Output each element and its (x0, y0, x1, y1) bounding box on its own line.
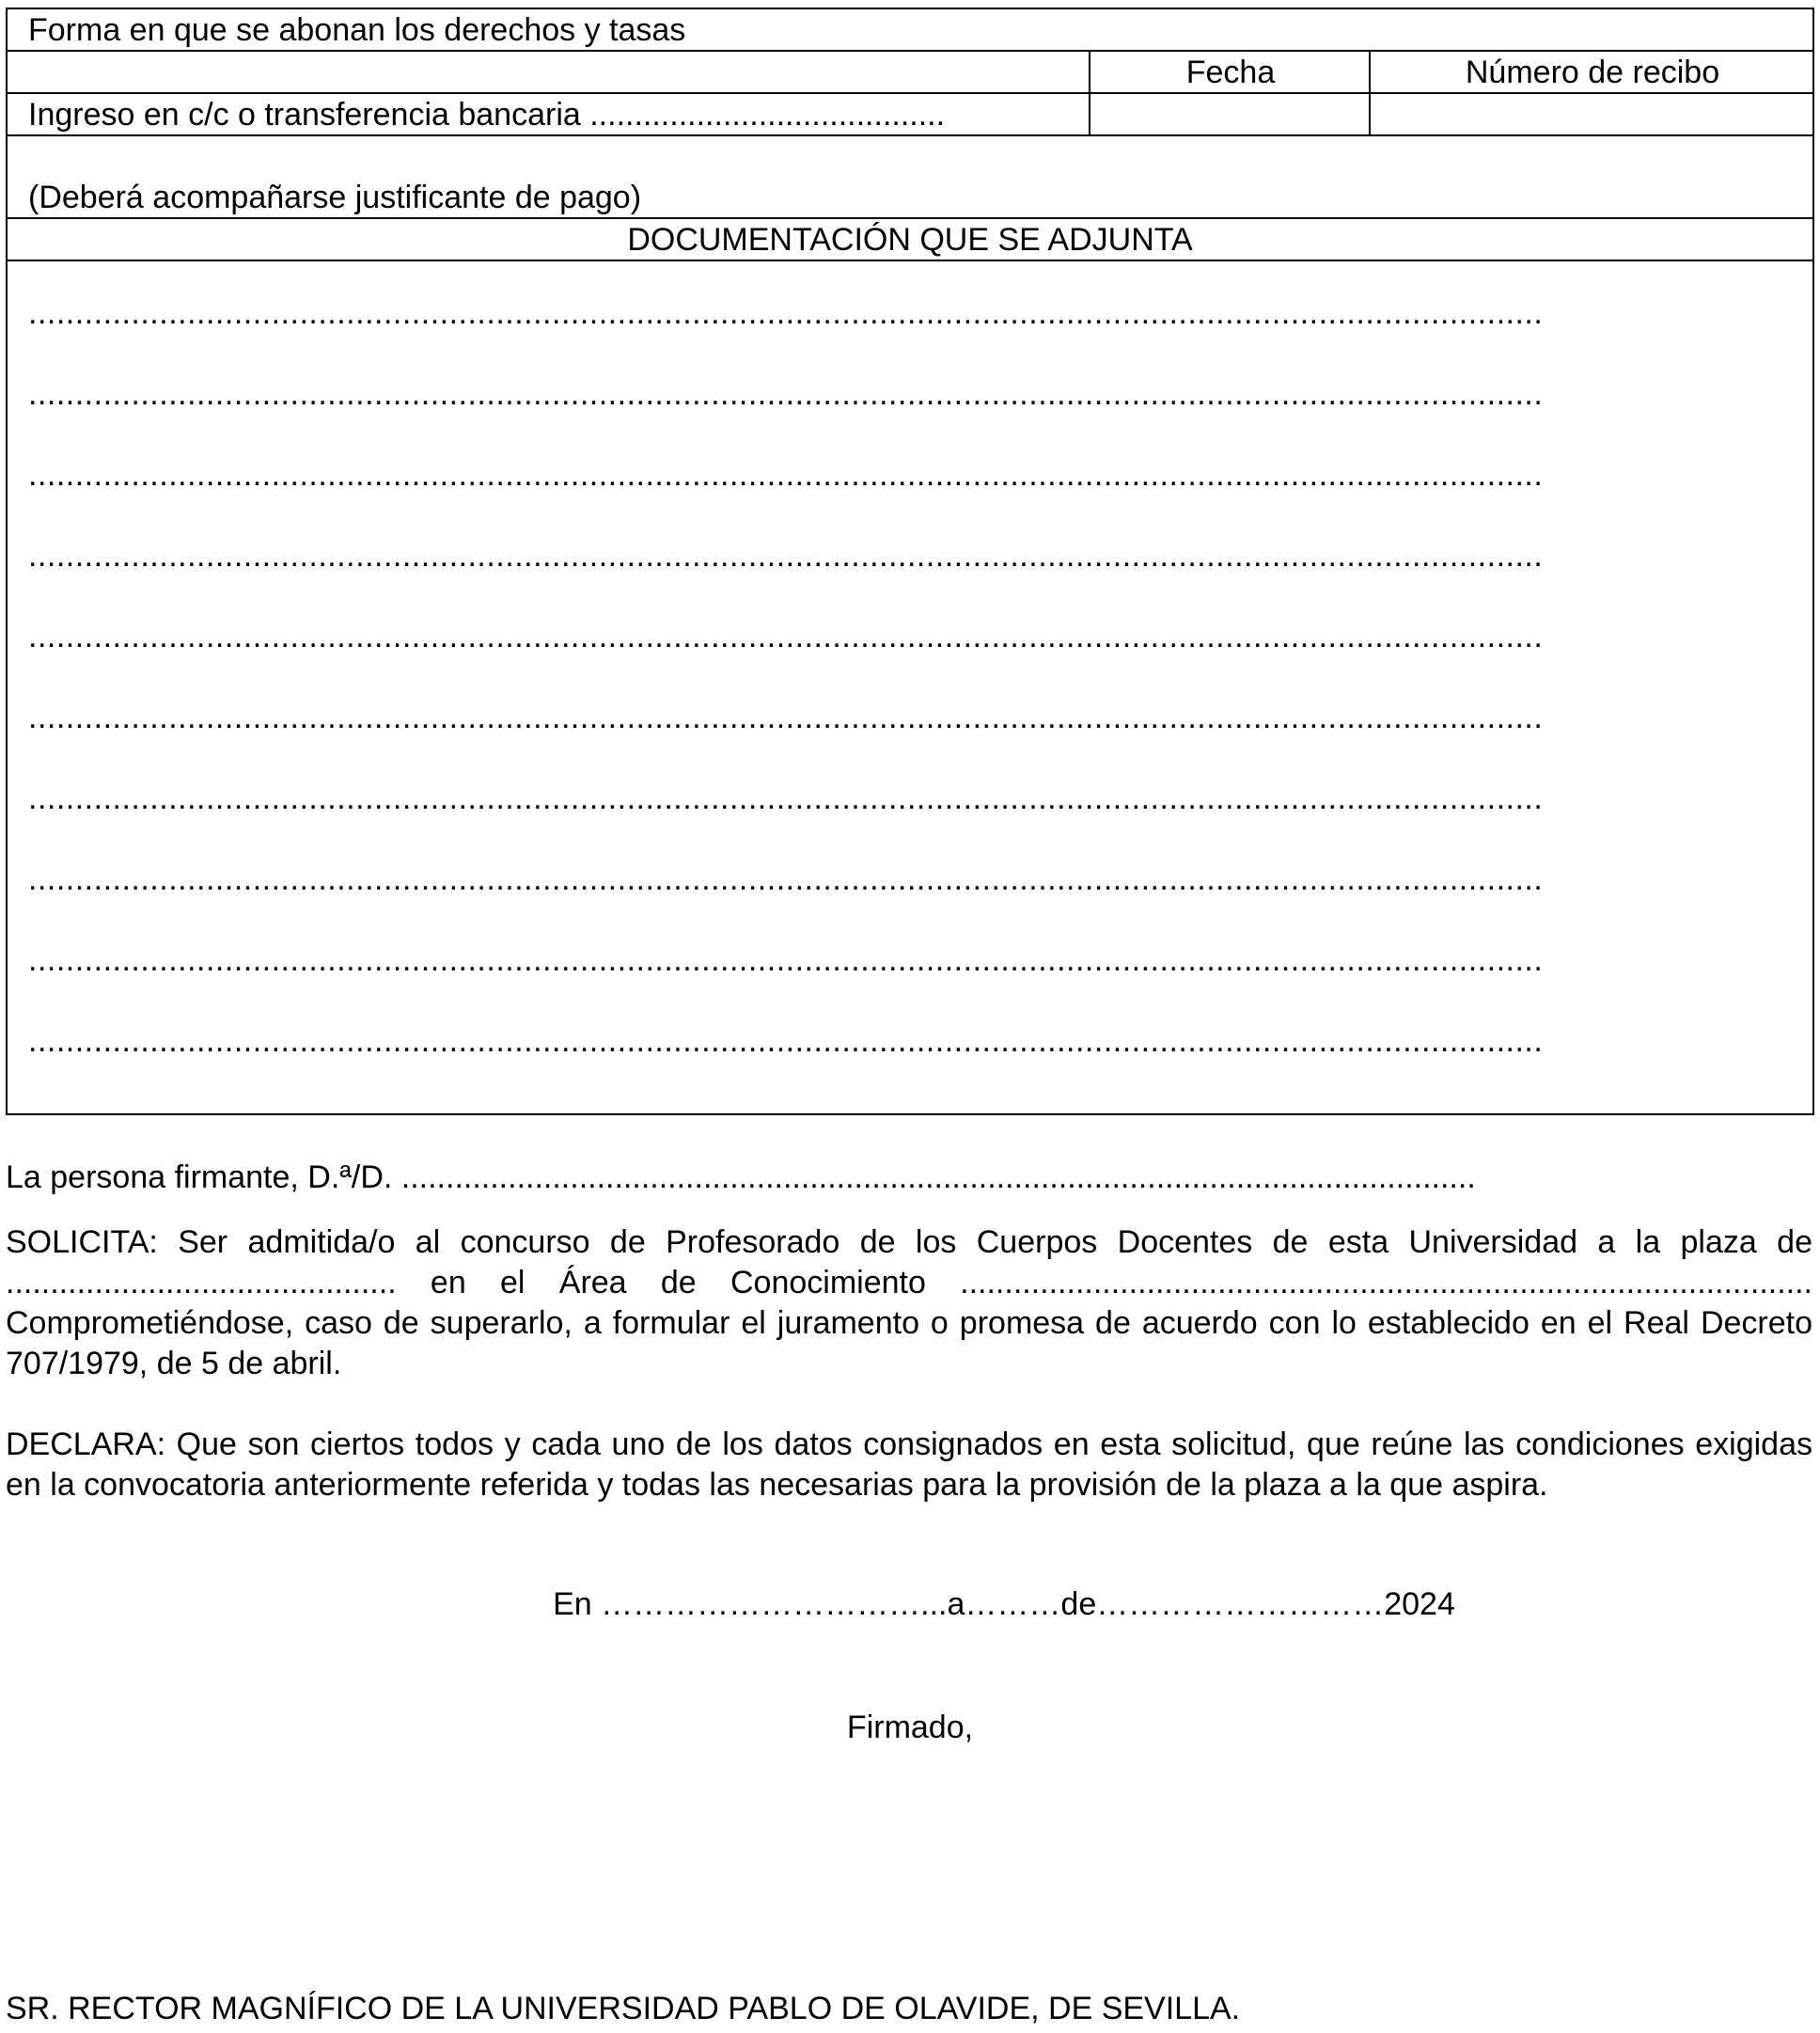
fecha-field[interactable] (1090, 94, 1369, 134)
payment-columns-row (8, 52, 1812, 94)
payment-documents-table (6, 8, 1814, 1115)
document-entry-line[interactable]: .................................................................................................................................................................. (28, 861, 1544, 897)
payment-note-row (8, 136, 1812, 219)
documents-title: DOCUMENTACIÓN QUE SE ADJUNTA (627, 222, 1193, 258)
payment-method-label: Ingreso en c/c o transferencia bancaria ........................................ (28, 97, 946, 133)
documents-title-row (8, 219, 1812, 261)
signatory-line: La persona firmante, D.ª/D. ......................................................................................................................... (6, 1159, 1476, 1195)
payment-heading: Forma en que se abonan los derechos y tasas (28, 12, 686, 48)
solicita-paragraph: SOLICITA: Ser admitida/o al concurso de Profesorado de los Cuerpos Docentes de esta Universidad a la plaza de ............................................ en el Área de Conocimiento ................................................................................................ Comprometiéndose, caso de superarlo, a formular el juramento o promesa de acuerdo con lo establecido en el Real Decreto 707/1979, de 5 de abril. (6, 1224, 1812, 1381)
document-entry-line[interactable]: .................................................................................................................................................................. (28, 619, 1544, 654)
document-entry-line[interactable]: .................................................................................................................................................................. (28, 700, 1544, 735)
payment-note: (Deberá acompañarse justificante de pago) (28, 180, 642, 215)
signature-label: Firmado, (846, 1710, 974, 1745)
document-entry-line[interactable]: .................................................................................................................................................................. (28, 1023, 1544, 1059)
document-entry-line[interactable]: .................................................................................................................................................................. (28, 376, 1544, 412)
document-entry-line[interactable]: .................................................................................................................................................................. (28, 942, 1544, 978)
document-entry-line[interactable]: .................................................................................................................................................................. (28, 457, 1544, 493)
recibo-column-header: Número de recibo (1465, 55, 1720, 90)
document-entry-line[interactable]: .................................................................................................................................................................. (28, 538, 1544, 574)
payment-heading-row (8, 9, 1812, 52)
addressee: SR. RECTOR MAGNÍFICO DE LA UNIVERSIDAD PABLO DE OLAVIDE, DE SEVILLA. (6, 1991, 1241, 2026)
declara-paragraph: DECLARA: Que son ciertos todos y cada uno de los datos consignados en esta solicitud, que reúne las condiciones exigidas en la convocatoria anteriormente referida y todas las necesarias para la provisión de la plaza a la que aspira. (6, 1426, 1812, 1503)
date-line: En …………………………...a………de………………………2024 (553, 1586, 1455, 1622)
fecha-column-header: Fecha (1185, 55, 1276, 90)
document-entry-line[interactable]: .................................................................................................................................................................. (28, 295, 1544, 331)
recibo-field[interactable] (1371, 94, 1814, 134)
documents-lines-area (8, 261, 1812, 1113)
document-entry-line[interactable]: .................................................................................................................................................................. (28, 780, 1544, 816)
payment-method-row (8, 94, 1812, 136)
